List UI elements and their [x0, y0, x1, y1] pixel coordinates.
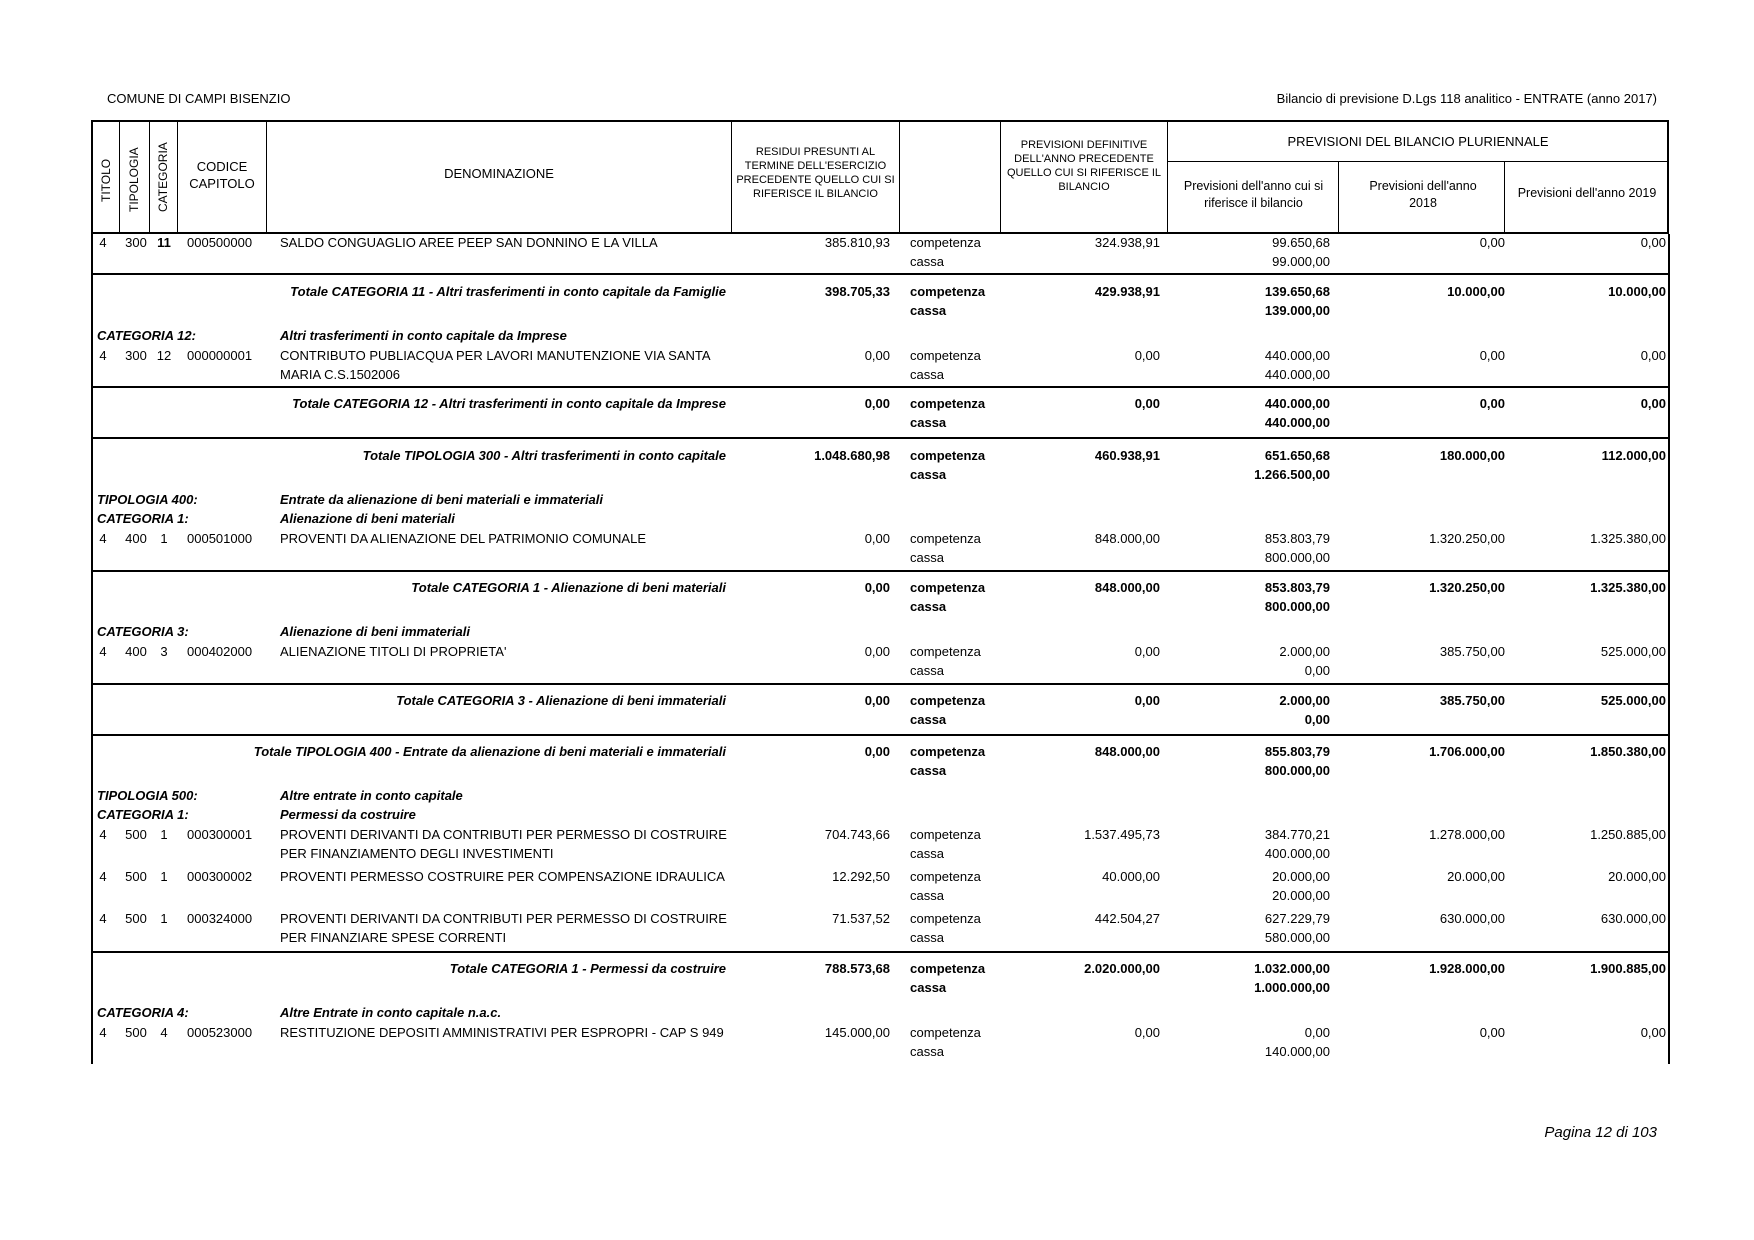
row-denominazione: PROVENTI DA ALIENAZIONE DEL PATRIMONIO COMUNALE: [280, 531, 646, 546]
row-prev-2017-cassa: 580.000,00: [1264, 930, 1330, 945]
total-prev-2017-competenza: 853.803,79: [1264, 580, 1330, 595]
label-competenza: competenza: [910, 644, 981, 659]
label-cassa: cassa: [910, 550, 944, 565]
total-prev-2018: 385.750,00: [1439, 693, 1505, 708]
row-prev-def: 848.000,00: [1094, 531, 1160, 546]
col-residui-header: RESIDUI PRESUNTI AL TERMINE DELL'ESERCIZIO PRECEDENTE QUELLO CUI SI RIFERISCE IL BILANCIO: [736, 146, 895, 200]
label-cassa: cassa: [910, 1044, 944, 1059]
row-denominazione: ALIENAZIONE TITOLI DI PROPRIETA': [280, 644, 507, 659]
row-prev-def: 1.537.495,73: [1084, 827, 1160, 842]
section-code: CATEGORIA 1:: [97, 511, 189, 526]
total-label: Totale TIPOLOGIA 400 - Entrate da alienazione di beni materiali e immateriali: [253, 744, 726, 759]
row-titolo: 4: [99, 911, 107, 926]
label-cassa: cassa: [910, 763, 947, 778]
row-prev-2017-competenza: 99.650,68: [1272, 235, 1330, 250]
label-competenza: competenza: [910, 531, 981, 546]
row-prev-2017-cassa: 140.000,00: [1264, 1044, 1330, 1059]
col-tipologia-header: TIPOLOGIA: [127, 147, 141, 212]
label-competenza: competenza: [910, 1025, 981, 1040]
label-competenza: competenza: [910, 869, 981, 884]
label-competenza: competenza: [910, 693, 986, 708]
total-label: Totale CATEGORIA 11 - Altri trasferimenti in conto capitale da Famiglie: [290, 284, 726, 299]
total-prev-def: 429.938,91: [1094, 284, 1160, 299]
total-prev-2019: 525.000,00: [1600, 693, 1666, 708]
total-prev-2018: 0,00: [1479, 396, 1505, 411]
total-residui: 1.048.680,98: [814, 448, 890, 463]
row-categoria: 1: [160, 827, 168, 842]
label-competenza: competenza: [910, 911, 981, 926]
row-codice: 000501000: [187, 531, 253, 546]
total-prev-2017-cassa: 800.000,00: [1264, 599, 1330, 614]
total-prev-def: 0,00: [1134, 396, 1160, 411]
row-codice: 000402000: [187, 644, 253, 659]
row-prev-2017-competenza: 853.803,79: [1264, 531, 1330, 546]
row-denominazione: PROVENTI DERIVANTI DA CONTRIBUTI PER PERMESSO DI COSTRUIRE PER FINANZIAMENTO DEGLI INVESTIMENTI: [280, 827, 727, 861]
section-description: Altre entrate in conto capitale: [280, 788, 463, 803]
section-description: Entrate da alienazione di beni materiali e immateriali: [280, 492, 603, 507]
section-code: TIPOLOGIA 400:: [97, 492, 198, 507]
section-code: TIPOLOGIA 500:: [97, 788, 198, 803]
total-prev-2018: 1.928.000,00: [1429, 961, 1505, 976]
row-prev-2018: 385.750,00: [1439, 644, 1505, 659]
total-prev-2019: 1.325.380,00: [1590, 580, 1666, 595]
label-cassa: cassa: [910, 846, 944, 861]
row-tipologia: 400: [125, 531, 147, 546]
total-prev-2017-competenza: 139.650,68: [1264, 284, 1330, 299]
label-competenza: competenza: [910, 827, 981, 842]
row-prev-2017-competenza: 384.770,21: [1264, 827, 1330, 842]
label-cassa: cassa: [910, 599, 947, 614]
row-tipologia: 300: [125, 348, 147, 363]
row-tipologia: 400: [125, 644, 147, 659]
col-prev-2019-header: Previsioni dell'anno 2019: [1517, 186, 1657, 200]
row-prev-2017-cassa: 800.000,00: [1264, 550, 1330, 565]
label-cassa: cassa: [910, 303, 947, 318]
row-prev-2018: 0,00: [1479, 235, 1505, 250]
row-prev-2017-competenza: 20.000,00: [1272, 869, 1330, 884]
col-prev-2018-header: Previsioni dell'anno 2018: [1369, 179, 1477, 210]
row-titolo: 4: [99, 827, 107, 842]
col-codice-header: CODICE CAPITOLO: [189, 159, 255, 191]
total-prev-def: 0,00: [1134, 693, 1160, 708]
row-prev-2018: 1.278.000,00: [1429, 827, 1505, 842]
section-description: Alienazione di beni immateriali: [280, 624, 470, 639]
total-prev-def: 2.020.000,00: [1084, 961, 1160, 976]
row-residui: 0,00: [864, 531, 890, 546]
row-categoria: 1: [160, 531, 168, 546]
label-cassa: cassa: [910, 415, 947, 430]
total-residui: 0,00: [864, 396, 890, 411]
row-prev-def: 324.938,91: [1094, 235, 1160, 250]
row-prev-2019: 630.000,00: [1600, 911, 1666, 926]
row-denominazione: PROVENTI DERIVANTI DA CONTRIBUTI PER PERMESSO DI COSTRUIRE PER FINANZIARE SPESE CORRENTI: [280, 911, 727, 945]
section-code: CATEGORIA 3:: [97, 624, 189, 639]
document-title: Bilancio di previsione D.Lgs 118 analitico - ENTRATE (anno 2017): [1276, 91, 1657, 106]
row-residui: 0,00: [864, 644, 890, 659]
row-prev-2017-competenza: 627.229,79: [1264, 911, 1330, 926]
label-competenza: competenza: [910, 744, 986, 759]
row-denominazione: PROVENTI PERMESSO COSTRUIRE PER COMPENSAZIONE IDRAULICA: [280, 869, 725, 884]
row-prev-2019: 1.325.380,00: [1590, 531, 1666, 546]
row-titolo: 4: [99, 869, 107, 884]
label-competenza: competenza: [910, 396, 986, 411]
row-prev-2017-competenza: 0,00: [1304, 1025, 1330, 1040]
row-prev-def: 0,00: [1134, 644, 1160, 659]
row-tipologia: 500: [125, 1025, 147, 1040]
row-titolo: 4: [99, 1025, 107, 1040]
row-titolo: 4: [99, 644, 107, 659]
label-competenza: competenza: [910, 448, 986, 463]
row-tipologia: 500: [125, 911, 147, 926]
row-prev-2018: 630.000,00: [1439, 911, 1505, 926]
label-competenza: competenza: [910, 235, 981, 250]
row-prev-2017-cassa: 20.000,00: [1272, 888, 1330, 903]
total-residui: 398.705,33: [824, 284, 890, 299]
row-prev-2017-cassa: 0,00: [1304, 663, 1330, 678]
total-label: Totale TIPOLOGIA 300 - Altri trasferimenti in conto capitale: [362, 448, 726, 463]
section-code: CATEGORIA 12:: [97, 328, 196, 343]
row-prev-2019: 0,00: [1640, 1025, 1666, 1040]
row-categoria: 12: [156, 348, 172, 363]
total-prev-2019: 1.850.380,00: [1590, 744, 1666, 759]
col-denominazione-header: DENOMINAZIONE: [444, 166, 554, 181]
col-titolo-header: TITOLO: [99, 158, 113, 202]
total-prev-def: 460.938,91: [1094, 448, 1160, 463]
row-prev-def: 442.504,27: [1094, 911, 1160, 926]
total-prev-def: 848.000,00: [1094, 580, 1160, 595]
label-cassa: cassa: [910, 712, 947, 727]
row-residui: 704.743,66: [824, 827, 890, 842]
section-code: CATEGORIA 4:: [97, 1005, 189, 1020]
row-prev-2018: 0,00: [1479, 1025, 1505, 1040]
total-residui: 0,00: [864, 693, 890, 708]
row-prev-2018: 20.000,00: [1447, 869, 1505, 884]
total-label: Totale CATEGORIA 1 - Alienazione di beni materiali: [411, 580, 726, 595]
total-label: Totale CATEGORIA 12 - Altri trasferimenti in conto capitale da Imprese: [292, 396, 726, 411]
row-codice: 000000001: [187, 348, 253, 363]
row-prev-2018: 0,00: [1479, 348, 1505, 363]
row-denominazione: RESTITUZIONE DEPOSITI AMMINISTRATIVI PER ESPROPRI - CAP S 949: [280, 1025, 724, 1040]
row-codice: 000300002: [187, 869, 253, 884]
row-denominazione: CONTRIBUTO PUBLIACQUA PER LAVORI MANUTENZIONE VIA SANTA MARIA C.S.1502006: [280, 348, 710, 382]
total-prev-2017-competenza: 855.803,79: [1264, 744, 1330, 759]
total-prev-2017-cassa: 800.000,00: [1264, 763, 1330, 778]
total-prev-2017-competenza: 2.000,00: [1279, 693, 1330, 708]
section-description: Alienazione di beni materiali: [280, 511, 455, 526]
row-tipologia: 300: [125, 235, 147, 250]
row-prev-2017-cassa: 400.000,00: [1264, 846, 1330, 861]
total-residui: 788.573,68: [824, 961, 890, 976]
total-prev-2018: 1.706.000,00: [1429, 744, 1505, 759]
total-residui: 0,00: [864, 744, 890, 759]
label-competenza: competenza: [910, 284, 986, 299]
col-pluriennale-header: PREVISIONI DEL BILANCIO PLURIENNALE: [1287, 134, 1549, 149]
label-cassa: cassa: [910, 254, 944, 269]
label-cassa: cassa: [910, 663, 944, 678]
row-categoria: 11: [157, 235, 171, 250]
label-competenza: competenza: [910, 348, 981, 363]
total-prev-2017-cassa: 139.000,00: [1264, 303, 1330, 318]
row-prev-def: 0,00: [1134, 348, 1160, 363]
label-cassa: cassa: [910, 888, 944, 903]
row-residui: 0,00: [864, 348, 890, 363]
row-residui: 145.000,00: [824, 1025, 890, 1040]
section-code: CATEGORIA 1:: [97, 807, 189, 822]
total-prev-def: 848.000,00: [1094, 744, 1160, 759]
label-competenza: competenza: [910, 580, 986, 595]
total-prev-2019: 112.000,00: [1601, 448, 1666, 463]
row-categoria: 1: [160, 869, 168, 884]
total-prev-2017-competenza: 651.650,68: [1264, 448, 1330, 463]
total-prev-2019: 0,00: [1640, 396, 1666, 411]
label-cassa: cassa: [910, 930, 944, 945]
col-categoria-header: CATEGORIA: [156, 142, 170, 212]
row-prev-2019: 0,00: [1640, 235, 1666, 250]
label-competenza: competenza: [910, 961, 986, 976]
row-tipologia: 500: [125, 869, 147, 884]
total-prev-2018: 1.320.250,00: [1429, 580, 1505, 595]
label-cassa: cassa: [910, 980, 947, 995]
row-titolo: 4: [99, 348, 107, 363]
total-prev-2017-cassa: 0,00: [1304, 712, 1330, 727]
row-categoria: 3: [160, 644, 168, 659]
page-number: Pagina 12 di 103: [1544, 1124, 1657, 1141]
section-description: Permessi da costruire: [280, 807, 416, 822]
row-prev-2018: 1.320.250,00: [1429, 531, 1505, 546]
row-codice: 000523000: [187, 1025, 253, 1040]
row-residui: 385.810,93: [824, 235, 890, 250]
row-titolo: 4: [99, 531, 107, 546]
label-cassa: cassa: [910, 367, 944, 382]
total-prev-2017-competenza: 1.032.000,00: [1254, 961, 1330, 976]
row-codice: 000500000: [187, 235, 253, 250]
total-prev-2018: 10.000,00: [1447, 284, 1505, 299]
total-prev-2018: 180.000,00: [1439, 448, 1505, 463]
row-residui: 71.537,52: [832, 911, 890, 926]
row-prev-def: 0,00: [1134, 1025, 1160, 1040]
row-prev-2017-cassa: 99.000,00: [1272, 254, 1330, 269]
row-prev-2017-competenza: 440.000,00: [1264, 348, 1330, 363]
total-prev-2019: 10.000,00: [1608, 284, 1666, 299]
row-prev-def: 40.000,00: [1102, 869, 1160, 884]
row-titolo: 4: [99, 235, 107, 250]
municipality-name: COMUNE DI CAMPI BISENZIO: [107, 91, 291, 106]
label-cassa: cassa: [910, 467, 947, 482]
total-label: Totale CATEGORIA 1 - Permessi da costruire: [449, 961, 726, 976]
row-prev-2019: 0,00: [1640, 348, 1666, 363]
row-denominazione: SALDO CONGUAGLIO AREE PEEP SAN DONNINO E LA VILLA: [280, 235, 658, 250]
section-description: Altri trasferimenti in conto capitale da Imprese: [280, 328, 567, 343]
row-categoria: 4: [160, 1025, 168, 1040]
row-codice: 000300001: [187, 827, 253, 842]
col-prevdef-header: PREVISIONI DEFINITIVE DELL'ANNO PRECEDENTE QUELLO CUI SI RIFERISCE IL BILANCIO: [1006, 139, 1162, 193]
row-tipologia: 500: [125, 827, 147, 842]
row-prev-2019: 525.000,00: [1600, 644, 1666, 659]
col-prev-anno-header: Previsioni dell'anno cui si riferisce il bilancio: [1183, 179, 1324, 210]
row-prev-2017-competenza: 2.000,00: [1279, 644, 1330, 659]
row-prev-2019: 1.250.885,00: [1590, 827, 1666, 842]
total-prev-2017-competenza: 440.000,00: [1264, 396, 1330, 411]
row-prev-2019: 20.000,00: [1608, 869, 1666, 884]
section-description: Altre Entrate in conto capitale n.a.c.: [280, 1005, 502, 1020]
total-label: Totale CATEGORIA 3 - Alienazione di beni immateriali: [396, 693, 726, 708]
total-prev-2019: 1.900.885,00: [1590, 961, 1666, 976]
row-categoria: 1: [160, 911, 168, 926]
row-prev-2017-cassa: 440.000,00: [1264, 367, 1330, 382]
total-prev-2017-cassa: 1.266.500,00: [1254, 467, 1330, 482]
row-residui: 12.292,50: [832, 869, 890, 884]
total-residui: 0,00: [864, 580, 890, 595]
total-prev-2017-cassa: 1.000.000,00: [1254, 980, 1330, 995]
row-codice: 000324000: [187, 911, 253, 926]
total-prev-2017-cassa: 440.000,00: [1264, 415, 1330, 430]
